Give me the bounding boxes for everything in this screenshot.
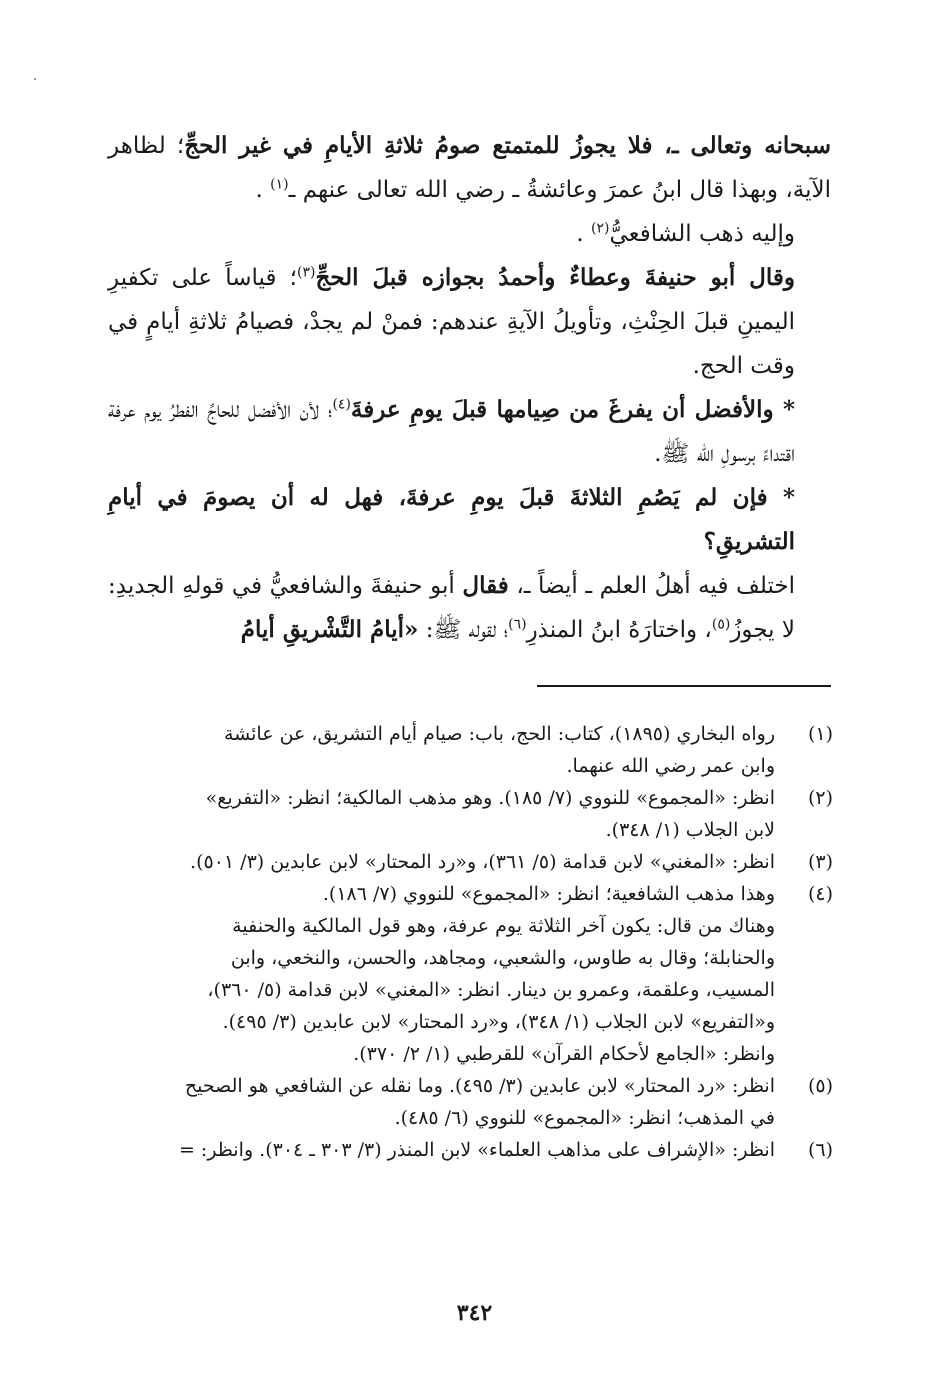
footnote-number: (١): [807, 723, 833, 745]
footnote-line: انظر: «المغني» لابن قدامة (٥/ ٣٦١)، و«رد المحتار» لابن عابدين (٣/ ٥٠١).: [190, 851, 775, 873]
footnote-4: [116, 878, 833, 1070]
p6-d: ، واختارَهُ ابنُ المنذرِ: [526, 617, 712, 643]
p3-lead: وقال أبو حنيفةَ وعطاءٌ وأحمدُ بجوازه قبلَ الحجِّ: [315, 264, 795, 291]
p4-bold: * والأفضل أن يفرغَ من صِيامها قبلَ يومِ عرفةَ: [350, 396, 795, 423]
paragraph-2: [108, 212, 831, 256]
footnote-ref-1[interactable]: (١): [270, 176, 289, 193]
footnote-number: (٢): [807, 787, 833, 809]
footnote-line: وهناك من قال: يكون آخر الثلاثة يوم عرفة، وهو قول المالكية والحنفية: [232, 915, 775, 937]
paragraph-1: [108, 124, 831, 212]
p1-bold: سبحانه وتعالى ـ، فلا يجوزُ للمتمتع صومُ ثلاثةِ الأيامِ في غير الحجِّ: [184, 132, 831, 159]
footnote-separator: [537, 685, 831, 687]
paragraph-4: [108, 388, 831, 476]
footnotes: [116, 718, 833, 1166]
p3-rest: ؛ قياساً على تكفيرِ اليمينِ قبلَ الحِنْثِ، وتأويلُ الآيةِ عندهم: فمنْ لم يجدْ، فصيامُ ثلاثةِ أيامٍ في وقت الحج.: [108, 265, 795, 379]
footnote-2: [116, 782, 833, 846]
footnote-line: في المذهب؛ انظر: «المجموع» للنووي (٦/ ٤٨٥).: [394, 1107, 775, 1129]
paragraph-6: [108, 564, 831, 652]
footnote-number: (٣): [807, 851, 833, 873]
footnote-line: رواه البخاري (١٨٩٥)، كتاب: الحج، باب: صيام أيام التشريق، عن عائشة: [223, 723, 775, 745]
footnote-number: (٤): [807, 883, 833, 905]
page-number: ٣٤٢: [456, 1300, 493, 1326]
p2-end: .: [576, 221, 584, 247]
footnote-ref-3[interactable]: (٣): [297, 264, 316, 281]
footnote-line: انظر: «رد المحتار» لابن عابدين (٣/ ٤٩٥). وما نقله عن الشافعي هو الصحيح: [184, 1075, 775, 1097]
p1-end: .: [255, 177, 263, 203]
paragraph-3: [108, 256, 831, 388]
footnote-line: لابن الجلاب (١/ ٣٤٨).: [605, 819, 775, 841]
paragraph-5: [108, 476, 831, 564]
p5-bold: * فإن لم يَصُمِ الثلاثةَ قبلَ يومِ عرفةَ، فهل له أن يصومَ في أيامِ التشريقِ؟: [108, 484, 795, 555]
scan-speck: [34, 78, 36, 80]
p4-rest: ؛ لأن الأفضل للحاجِّ الفطرُ يوم عرفة اقتداءً برسولِ الله ﷺ.: [108, 397, 795, 467]
footnote-1: [116, 718, 833, 782]
footnote-line: وانظر: «الجامع لأحكام القرآن» للقرطبي (١/ ٢/ ٣٧٠).: [353, 1043, 775, 1065]
footnote-line: انظر: «المجموع» للنووي (٧/ ١٨٥). وهو مذهب المالكية؛ انظر: «التفريع»: [205, 787, 775, 809]
p6-b: فقال: [462, 572, 509, 599]
footnote-ref-5[interactable]: (٥): [711, 616, 731, 633]
p6-c: أبو حنيفةَ والشافعيُّ في قولهِ الجديدِ: لا يجوزُ: [108, 573, 795, 643]
p6-e: ؛ لقوله ﷺ:: [418, 617, 509, 643]
footnote-line: انظر: «الإشراف على مذاهب العلماء» لابن المنذر (٣/ ٣٠٣ ـ ٣٠٤). وانظر: =: [178, 1139, 775, 1161]
footnote-ref-2[interactable]: (٢): [590, 220, 610, 237]
footnote-ref-6[interactable]: (٦): [508, 616, 527, 633]
p6-a: اختلف فيه أهلُ العلم ـ أيضاً ـ،: [508, 573, 795, 599]
p2-text: وإليه ذهب الشافعيُّ: [609, 221, 795, 247]
footnote-3: [116, 846, 833, 878]
footnote-number: (٥): [807, 1075, 833, 1097]
footnote-line: وهذا مذهب الشافعية؛ انظر: «المجموع» للنووي (٧/ ١٨٦).: [322, 883, 775, 905]
footnote-line: المسيب، وعلقمة، وعمرو بن دينار. انظر: «المغني» لابن قدامة (٥/ ٣٦٠)،: [207, 979, 775, 1001]
p1-rest: ؛ لظاهر الآية، وبهذا قال ابنُ عمرَ وعائشةُ ـ رضي الله تعالى عنهم ـ: [108, 133, 831, 203]
footnote-6: [116, 1134, 833, 1166]
footnote-number: (٦): [807, 1139, 833, 1161]
footnote-5: [116, 1070, 833, 1134]
p6-f: «أيامُ التَّشْريقِ أيامُ: [240, 616, 419, 643]
footnote-line: و«التفريع» لابن الجلاب (١/ ٣٤٨)، و«رد المحتار» لابن عابدين (٣/ ٤٩٥).: [222, 1011, 775, 1033]
main-text: [108, 124, 831, 652]
footnote-line: والحنابلة؛ وقال به طاوس، والشعبي، ومجاهد، والحسن، والنخعي، وابن: [230, 947, 775, 969]
footnote-line: وابن عمر رضي الله عنهما.: [566, 755, 775, 777]
footnote-ref-4[interactable]: (٤): [332, 396, 351, 413]
